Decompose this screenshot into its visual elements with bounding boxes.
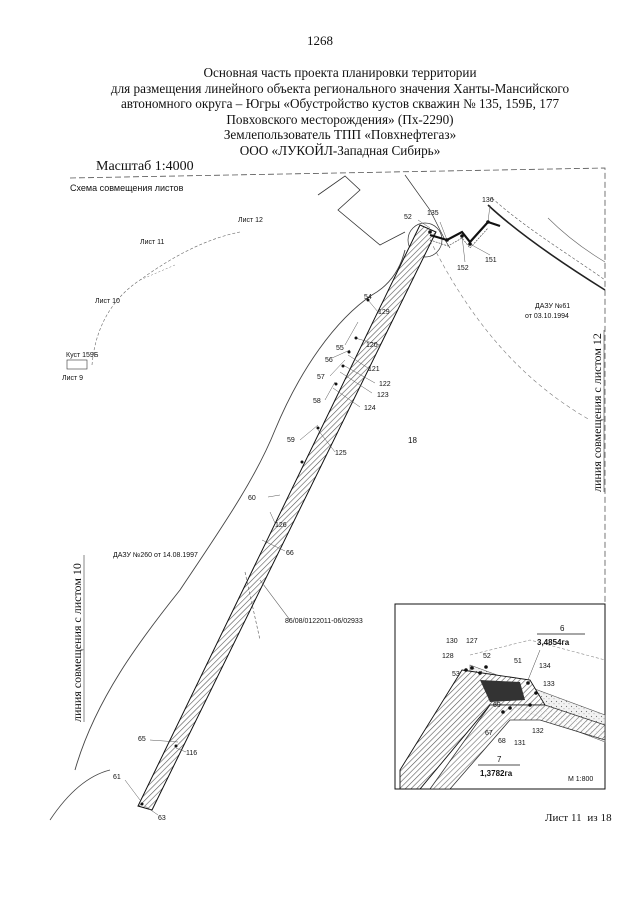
inset-detail (395, 604, 605, 789)
inset-parcel6-area: 3,4854га (537, 638, 570, 647)
scheme-sheet-12: Лист 12 (238, 217, 263, 224)
road-right-2 (548, 218, 605, 262)
dazu-line-right (430, 240, 590, 420)
scheme-sheet-9: Лист 9 (62, 375, 84, 382)
point-151: 151 (485, 257, 497, 264)
point-55: 55 (336, 345, 344, 352)
pipeline-corridor (138, 225, 436, 810)
point-57: 57 (317, 374, 325, 381)
point-61: 61 (113, 774, 121, 781)
terrain-curve (75, 250, 405, 770)
point-60: 60 (248, 495, 256, 502)
scheme-title: Схема совмещения листов (70, 183, 184, 193)
point-63: 63 (158, 815, 166, 822)
title-line: Землепользователь ТПП «Повхнефтегаз» (223, 127, 457, 142)
inset-point-128: 128 (442, 653, 454, 660)
point-121: 121 (368, 366, 380, 373)
title-line: автономного округа – Югры «Обустройство кустов скважин № 135, 159Б, 177 (120, 96, 560, 111)
inset-parcel7-area: 1,3782га (480, 769, 513, 778)
sheet-current: 11 (571, 812, 582, 824)
title-line: Основная часть проекта планировки территории (203, 65, 477, 80)
pad-outline (318, 176, 405, 245)
point-18: 18 (408, 436, 417, 445)
edge-label-left: линия совмещения с листом 10 (70, 563, 84, 722)
inset-point-130: 130 (446, 638, 458, 645)
point-54: 54 (364, 294, 372, 301)
dazu-61-date: от 03.10.1994 (525, 313, 569, 320)
scheme-divider (140, 265, 175, 280)
point-129: 129 (378, 309, 390, 316)
point-65: 65 (138, 736, 146, 743)
point-59: 59 (287, 437, 295, 444)
road-right-edge (492, 198, 605, 280)
inset-point-132: 132 (532, 728, 544, 735)
sheet-total: 18 (600, 812, 612, 824)
scale-label: Масштаб 1:4000 (96, 159, 194, 174)
scheme-kust: Куст 159Б (66, 352, 99, 359)
title-line: ООО «ЛУКОЙЛ-Западная Сибирь» (239, 142, 441, 158)
inset-point-133: 133 (543, 681, 555, 688)
point-152: 152 (457, 265, 469, 272)
dazu-61-label: ДАЗУ №61 (535, 303, 571, 310)
inset-parcel7-num: 7 (497, 755, 502, 764)
title-line: Повховского месторождения» (Пх-2290) (226, 111, 454, 127)
pipeline-branch (430, 222, 500, 242)
inset-point-67: 67 (485, 730, 493, 737)
edge-label-right: линия совмещения с листом 12 (590, 333, 604, 492)
page-number: 1268 (307, 33, 333, 48)
point-58: 58 (313, 398, 321, 405)
point-125: 125 (335, 450, 347, 457)
sheet-of: из (587, 812, 598, 824)
point-52: 52 (404, 214, 412, 221)
point-136: 136 (482, 197, 494, 204)
parcel-leader (260, 580, 290, 620)
inset-parcel6-num: 6 (560, 624, 565, 633)
inset-point-69: 69 (493, 702, 501, 709)
inset-scale: М 1:800 (568, 776, 594, 783)
inset-point-51: 51 (514, 658, 522, 665)
point-123: 123 (377, 392, 389, 399)
inset-point-127: 127 (466, 638, 478, 645)
inset-point-52: 52 (483, 653, 491, 660)
point-126: 126 (275, 522, 287, 529)
parcel-number: 86/08/0122011-06/02933 (285, 618, 363, 625)
sheet-word: Лист (545, 812, 569, 824)
scheme-sheet-10: Лист 10 (95, 298, 120, 305)
point-122: 122 (379, 381, 391, 388)
title-line: для размещения линейного объекта регионального значения Ханты-Мансийского (110, 80, 570, 96)
inset-point-131: 131 (514, 740, 526, 747)
point-120: 120 (366, 342, 378, 349)
road-right (488, 205, 605, 290)
map-frame (70, 168, 605, 610)
scheme-sheet-11: Лист 11 (140, 239, 165, 246)
sheet-footer (545, 812, 615, 824)
inset-point-53: 53 (452, 671, 460, 678)
point-56: 56 (325, 357, 333, 364)
dazu-260-label: ДАЗУ №260 от 14.08.1997 (113, 552, 198, 559)
point-124: 124 (364, 405, 376, 412)
terrain-curve-2 (50, 770, 110, 820)
scheme-pad-marker (67, 360, 87, 369)
inset-point-134: 134 (539, 663, 551, 670)
point-135: 135 (427, 210, 439, 217)
point-66: 66 (286, 550, 294, 557)
point-116: 116 (186, 750, 198, 757)
inset-point-68: 68 (498, 738, 506, 745)
